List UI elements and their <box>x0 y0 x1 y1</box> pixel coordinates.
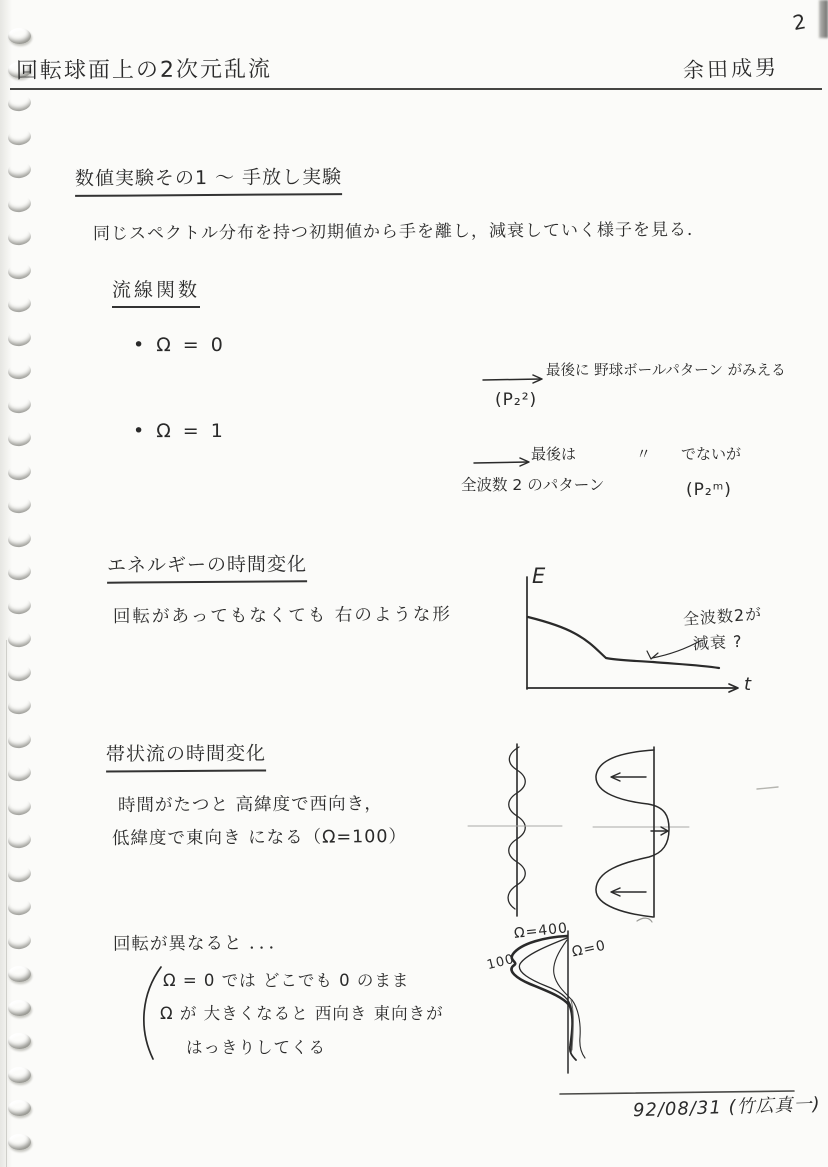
zonal-initial-wavy-profile <box>508 747 525 909</box>
energy-annotation-line2: 減衰 ? <box>692 631 744 654</box>
binder-hole <box>7 462 32 481</box>
binder-hole <box>8 1033 31 1049</box>
profile-label-omega0: Ω=0 <box>570 937 608 961</box>
profile-curve-omega400-tail <box>569 1005 576 1060</box>
footer-rule <box>560 1091 794 1094</box>
rotation-item-omega0: Ω = 0 では どこでも 0 のまま <box>163 971 410 990</box>
energy-x-axis-arrowhead <box>729 684 738 692</box>
profile-label-omega400: Ω=400 <box>513 920 569 942</box>
stray-tick-mark <box>637 918 652 922</box>
profile-extra-tail <box>571 1000 573 1050</box>
rotation-item-omega-large: Ω が 大きくなると 西向き 東向きが <box>160 1004 444 1023</box>
binder-hole <box>7 931 32 950</box>
author-name: 余田成男 <box>682 55 780 83</box>
section-heading-zonal-flow: 帯状流の時間変化 <box>106 742 266 772</box>
binder-hole <box>7 194 32 213</box>
zonal-flow-text-line2: 低緯度で東向き になる（Ω=100） <box>111 826 408 850</box>
binder-hole <box>7 429 32 448</box>
section-heading-streamfunction: 流線関数 <box>112 279 200 308</box>
binder-hole <box>7 94 32 113</box>
section-heading-energy: エネルギーの時間変化 <box>107 553 307 583</box>
zonal-final-profile <box>596 750 669 917</box>
binder-hole <box>7 228 32 247</box>
binder-hole <box>7 831 32 850</box>
binder-hole <box>7 730 32 749</box>
note-wavenumber2-line1: 最後は 〃 でないが <box>531 445 742 463</box>
binder-hole <box>7 663 32 682</box>
scan-edge-line <box>6 640 7 1167</box>
rotation-brace <box>144 967 161 1059</box>
binder-hole <box>7 596 32 615</box>
footer-date-credit: 92/08/31 (竹広真一) <box>632 1093 821 1122</box>
westward-arrow-top <box>611 773 646 781</box>
binder-hole <box>7 127 32 146</box>
zonal-flow-diagram <box>468 744 689 917</box>
scan-corner-shadow <box>819 0 828 38</box>
binder-hole <box>7 295 32 314</box>
rotation-lead-text: 回転が異なると ．．． <box>112 933 288 955</box>
eastward-arrow-middle <box>651 827 668 835</box>
section-heading-experiment: 数値実験その1 〜 手放し実験 <box>75 166 342 197</box>
energy-axis-label-e: E <box>532 564 547 588</box>
binder-hole <box>7 395 32 414</box>
binder-hole <box>7 496 32 515</box>
note-baseball-math: (P₂²) <box>495 390 538 410</box>
binder-hole <box>7 697 32 716</box>
bullet-omega-0: • Ω = 0 <box>133 334 226 356</box>
binder-hole <box>7 630 32 649</box>
page-title: 回転球面上の2次元乱流 <box>15 57 273 84</box>
binder-hole <box>7 797 32 816</box>
profile-label-omega100: 100 <box>485 951 517 974</box>
binder-hole <box>7 362 32 381</box>
westward-arrow-bottom <box>611 888 646 896</box>
rotation-item-distinct: はっきりしてくる <box>186 1038 326 1057</box>
binder-hole <box>8 1000 31 1016</box>
note-wavenumber2-line2: 全波数 2 のパターン <box>461 476 605 494</box>
page-number: 2 <box>790 8 809 36</box>
binder-hole <box>7 328 32 347</box>
energy-annotation-line1: 全波数2が <box>682 604 763 629</box>
binder-hole <box>8 1067 31 1083</box>
note-wavenumber2-math: (P₂ᵐ) <box>686 480 732 500</box>
binder-hole <box>8 28 31 44</box>
binder-hole <box>7 864 32 883</box>
arrow-note-baseball <box>483 375 542 383</box>
bullet-omega-1: • Ω = 1 <box>133 420 226 442</box>
energy-description: 回転があってもなくても 右のような形 <box>112 604 452 628</box>
title-underline <box>10 88 822 90</box>
binder-hole <box>8 1134 31 1150</box>
binder-hole <box>7 161 32 180</box>
binder-hole <box>7 898 32 917</box>
zonal-flow-text-line1: 時間がたつと 高緯度で西向き， <box>117 794 383 816</box>
profile-curve-omega100 <box>519 938 572 1052</box>
binder-hole <box>7 764 32 783</box>
binder-hole <box>8 1100 31 1116</box>
profile-curve-omega400 <box>512 936 569 1005</box>
arrow-note-wavenumber2 <box>474 458 529 466</box>
experiment-description: 同じスペクトル分布を持つ初期値から手を離し，減衰していく様子を見る． <box>92 219 706 245</box>
note-baseball-pattern: 最後に 野球ボールパターン がみえる <box>546 363 786 379</box>
binder-hole <box>7 563 32 582</box>
energy-axis-label-t: t <box>744 674 753 695</box>
energy-annotation-arrowhead <box>647 651 658 659</box>
stray-scan-dash <box>757 787 778 789</box>
binder-hole <box>8 966 31 982</box>
binder-hole <box>7 261 32 280</box>
binder-hole <box>7 529 32 548</box>
